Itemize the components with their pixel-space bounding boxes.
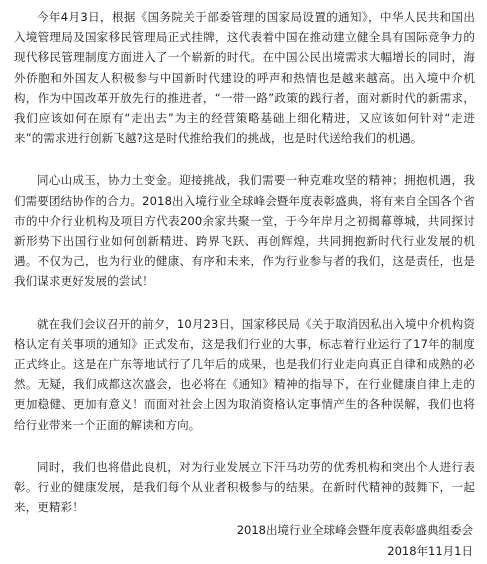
paragraph-gap <box>14 435 475 457</box>
paragraph-2: 同心山成玉，协力土变金。迎接挑战，我们需要一种克难攻坚的精神；拥抱机遇，我们需要团结协作的合力。2018出入境行业全球峰会暨年度表彰盛典，将有来自全国各个省市的中介行业机构及项目方代表200余家共聚一堂，于今年岸月之初揭幕尊城，共同探讨新形势下出国行业如何创新精进、跨界飞跃、再创辉煌，共同拥抱新时代行业发展的机遇。不仅为己，也为行业的健康、有序和未来，作为行业参与者的我们，这是责任，也是我们谋求更好发展的尝试！ <box>14 173 475 289</box>
signature-date: 2018年11月1日 <box>387 544 473 558</box>
paragraph-3: 就在我们会议召开的前夕，10月23日，国家移民局《关于取消因私出入境中介机构资格认定有关事项的通知》正式发布，这是我们行业的大事，标志着行业运行了17年的制度正式终止。这是在广东等地试行了几年后的成果，也是我们行业走向真正自律和成熟的必然。无疑，我们成都这次盛会，也必将在《通知》精神的指导下，在行业健康自律上走的更加稳健、更加有意义！而面对社会上因为取消资格认定事情产生的各种误解，我们也将给行业带来一个正面的解读和方向。 <box>14 316 475 432</box>
paragraph-1: 今年4月3日，根据《国务院关于部委管理的国家局设置的通知》，中华人民共和国出入境管理局及国家移民管理局正式挂牌，这代表着中国在推动建立健全具有国际竞争力的现代移民管理制度方面进入了一个崭新的时代。在中国公民出境需求大幅增长的同时，海外侨胞和外国友人积极参与中国新时代建设的呼声和热情也是越来越高。出入境中介机构，作为中国改革开放先行的推进者，“一带一路”政策的践行者，面对新时代的新需求，我们应该如何在原有“走出去”为主的经营策略基础上细化精进，又应该如何针对“走进来”的需求进行创新飞越?这是时代推给我们的挑战，也是时代送给我们的机遇。 <box>14 10 475 146</box>
paragraph-4: 同时，我们也将借此良机，对为行业发展立下汗马功劳的优秀机构和突出个人进行表彰。行业的健康发展，是我们每个从业者积极参与的结果。在新时代精神的鼓舞下，一起来，更精彩！ <box>14 459 475 515</box>
paragraph-gap <box>14 148 475 170</box>
paragraph-gap <box>14 292 475 314</box>
notice-body <box>14 7 475 517</box>
signature-organization: 2018出境行业全球峰会暨年度表彰盛典组委会 <box>236 523 473 537</box>
